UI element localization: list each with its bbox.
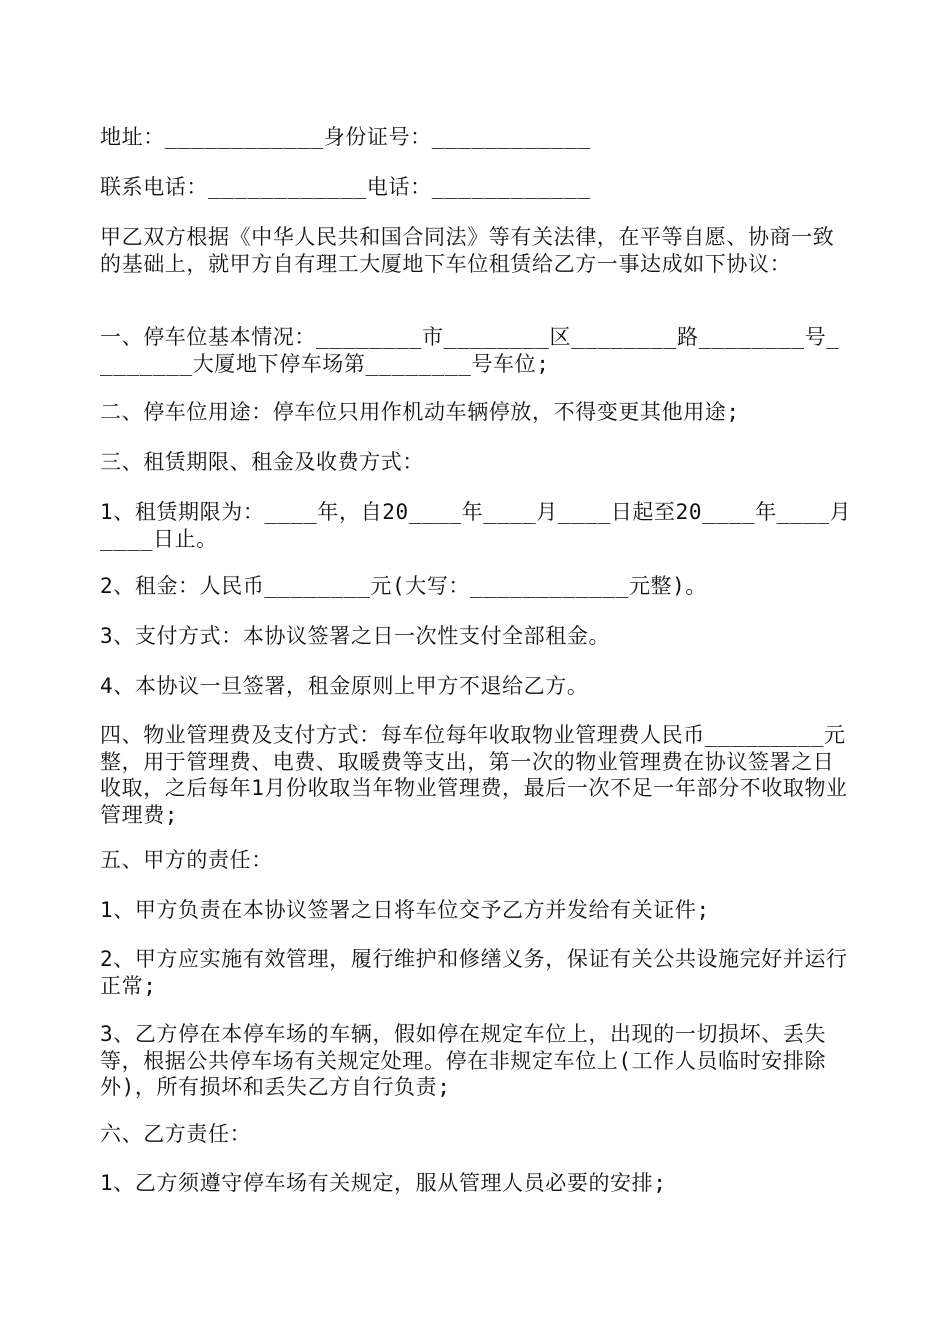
- clause-3-1-lease-term: 1、租赁期限为：____年，自20____年____月____日起至20____年____月____日止。: [100, 500, 852, 551]
- clause-4-property-fee: 四、物业管理费及支付方式：每车位每年收取物业管理费人民币_________元整，用于管理费、电费、取暖费等支出，第一次的物业管理费在协议签署之日收取，之后每年1月份收取当年物业管理费，最后一次不足一年部分不收取物业管理费;: [100, 723, 848, 827]
- agreement-intro-paragraph: 甲乙双方根据《中华人民共和国合同法》等有关法律，在平等自愿、协商一致的基础上，就甲方自有理工大厦地下车位租赁给乙方一事达成如下协议：: [100, 225, 835, 276]
- clause-5-1: 1、甲方负责在本协议签署之日将车位交予乙方并发给有关证件;: [100, 898, 710, 922]
- clause-6-1: 1、乙方须遵守停车场有关规定，服从管理人员必要的安排;: [100, 1171, 667, 1195]
- clause-3-3-payment-method: 3、支付方式：本协议签署之日一次性支付全部租金。: [100, 624, 611, 648]
- clause-3-4-no-refund: 4、本协议一旦签署，租金原则上甲方不退给乙方。: [100, 674, 589, 698]
- clause-1-parking-space-info: 一、停车位基本情况：________市________区________路________号________大厦地下停车场第________号车位;: [100, 325, 840, 376]
- contact-phone-line: 联系电话：____________电话：____________: [100, 175, 591, 199]
- clause-5-3: 3、乙方停在本停车场的车辆，假如停在规定车位上，出现的一切损坏、丢失等，根据公共停车场有关规定处理。停在非规定车位上(工作人员临时安排除外)，所有损坏和丢失乙方自行负责;: [100, 1022, 827, 1099]
- clause-3-heading: 三、租赁期限、租金及收费方式：: [100, 450, 424, 474]
- clause-6-heading: 六、乙方责任：: [100, 1122, 252, 1146]
- address-id-line: 地址：____________身份证号：____________: [100, 125, 591, 149]
- clause-5-2: 2、甲方应实施有效管理，履行维护和修缮义务，保证有关公共设施完好并运行正常;: [100, 947, 848, 998]
- clause-5-heading: 五、甲方的责任：: [100, 848, 273, 872]
- clause-3-2-rent: 2、租金：人民币________元(大写：____________元整)。: [100, 574, 707, 598]
- clause-2-parking-use: 二、停车位用途：停车位只用作机动车辆停放，不得变更其他用途;: [100, 400, 740, 424]
